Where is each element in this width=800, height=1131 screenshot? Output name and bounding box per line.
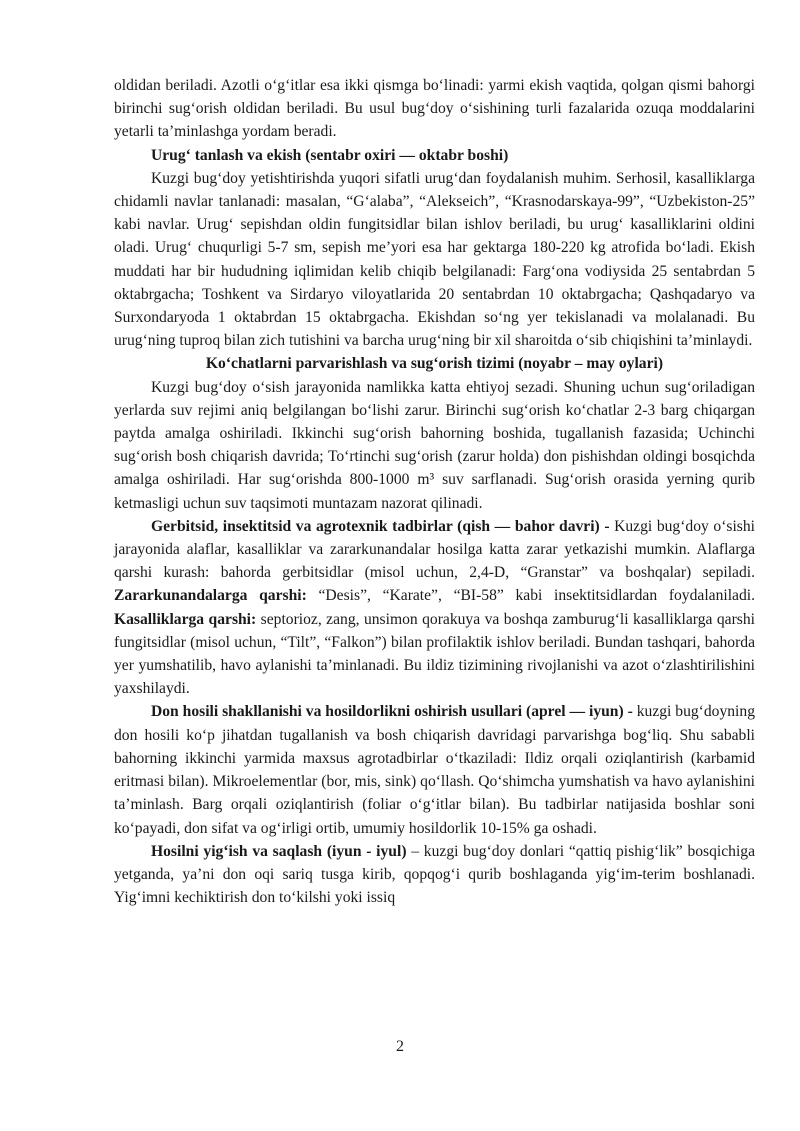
text-yield: kuzgi bug‘doyning don hosili ko‘p jihatdan tugallanish va bosh chiqarish davridagi parvarishga bog‘liq. Shu sababli bahorning ikkinchi yarmida maxsus agrotadbirlar o‘tkaziladi: Ildiz orqali oziqlantirish (karbamid eritmasi bilan). Mikroelementlar (bor, mis, sink) qo‘llash. Qo‘shimcha yumshatish va havo aylanishini ta’minlash. Barg orqali oziqlantirish (foliar o‘g‘itlar bilan). Bu tadbirlar natijasida boshlar soni ko‘payadi, don sifat va og‘irligi ortib, umumiy hosildorlik 10-15% ga oshadi. (114, 703, 755, 837)
paragraph-fertilizer-intro: oldidan beriladi. Azotli o‘g‘itlar esa ikki qismga bo‘linadi: yarmi ekish vaqtida, qolgan qismi bahorgi birinchi sug‘orish oldidan beriladi. Bu usul bug‘doy o‘sishining turli fazalarida ozuqa moddalarini yetarli ta’minlashga yordam beradi. (114, 77, 755, 141)
heading-harvest: Hosilni yig‘ish va saqlash (iyun - iyul) (151, 842, 407, 860)
paragraph-yield (114, 700, 755, 839)
heading-seed-selection: Urug‘ tanlash va ekish (sentabr oxiri — oktabr boshi) (151, 146, 509, 164)
heading-irrigation: Ko‘chatlarni parvarishlash va sug‘orish tizimi (noyabr – may oylari) (205, 355, 664, 373)
text-weeds: Kuzgi bug‘doy o‘sishi jarayonida alaflar, kasalliklar va zararkunandalar hosilga katta zarar yetkazishi mumkin. Alaflarga qarshi kurash: bahorda gerbitsidlar (misol uchun, 2,4-D, “Granstar” va boshqalar) sepiladi. (114, 517, 755, 582)
text-diseases: septorioz, zang, unsimon qorakuya va boshqa zamburug‘li kasalliklarga qarshi fungitsidlar (misol uchun, “Tilt”, “Falkon”) bilan profilaktik ishlov beriladi. Bundan tashqari, bahorda yer yumshatilib, havo aylanishi ta’minlanadi. Bu ildiz tizimining rivojlanishi va azot o‘zlashtirilishini yaxshilaydi. (114, 610, 755, 698)
paragraph-harvest (114, 840, 755, 910)
heading-pests: Zararkunandalarga qarshi: (114, 587, 307, 605)
heading-diseases: Kasalliklarga qarshi: (114, 610, 257, 628)
heading-yield: Don hosili shakllanishi va hosildorlikni oshirish usullari (aprel — iyun) - (151, 703, 633, 721)
document-page (114, 74, 755, 909)
page-number: 2 (396, 1038, 404, 1055)
paragraph-crop-protection (114, 515, 755, 701)
paragraph-seed-selection: Kuzgi bug‘doy yetishtirishda yuqori sifatli urug‘dan foydalanish muhim. Serhosil, kasalliklarga chidamli navlar tanlanadi: masalan, “G‘alaba”, “Alekseich”, “Krasnodarskaya-99”, “Uzbekiston-25” kabi navlar. Urug‘ sepishdan oldin fungitsidlar bilan ishlov beriladi, bu urug‘ kasalliklarini oldini oladi. Urug‘ chuqurligi 5-7 sm, sepish me’yori esa har gektarga 180-220 kg atrofida bo‘ladi. Ekish muddati har bir hududning iqlimidan kelib chiqib belgilanadi: Farg‘ona vodiysida 25 sentabrdan 5 oktabrgacha; Toshkent va Sirdaryo viloyatlarida 20 sentabrdan 10 oktabrgacha; Qashqadaryo va Surxondaryoda 1 oktabrdan 15 oktabrgacha. Ekishdan so‘ng yer tekislanadi va molalanadi. Bu urug‘ning tuproq bilan zich tutishini va barcha urug‘ning bir xil sharoitda o‘sib chiqishini ta’minlaydi. (114, 169, 755, 350)
paragraph-irrigation: Kuzgi bug‘doy o‘sish jarayonida namlikka katta ehtiyoj sezadi. Shuning uchun sug‘oriladigan yerlarda suv rejimi aniq belgilangan bo‘lishi zarur. Birinchi sug‘orish ko‘chatlar 2-3 barg chiqargan paytda amalga oshiriladi. Ikkinchi sug‘orish bahorning boshida, tugallanish fazasida; Uchinchi sug‘orish bosh chiqarish davrida; To‘rtinchi sug‘orish (zarur holda) don pishishdan oldingi bosqichda amalga oshiriladi. Har sug‘orishda 800-1000 m³ suv sarflanadi. Sug‘orish orasida yerning qurib ketmasligi uchun suv taqsimoti muntazam nazorat qilinadi. (114, 378, 755, 512)
text-pests: “Desis”, “Karate”, “BI-58” kabi insektitsidlardan foydalaniladi. (306, 587, 755, 605)
text-harvest: – kuzgi bug‘doy donlari “qattiq pishig‘lik” bosqichiga yetganda, ya’ni don oqi sariq tusga kirib, qopqog‘i qurib boshlaganda yig‘im-terim boshlanadi. Yig‘imni kechiktirish don to‘kilshi yoki issiq (114, 842, 755, 907)
heading-crop-protection: Gerbitsid, insektitsid va agrotexnik tadbirlar (qish — bahor davri) - (151, 517, 610, 535)
